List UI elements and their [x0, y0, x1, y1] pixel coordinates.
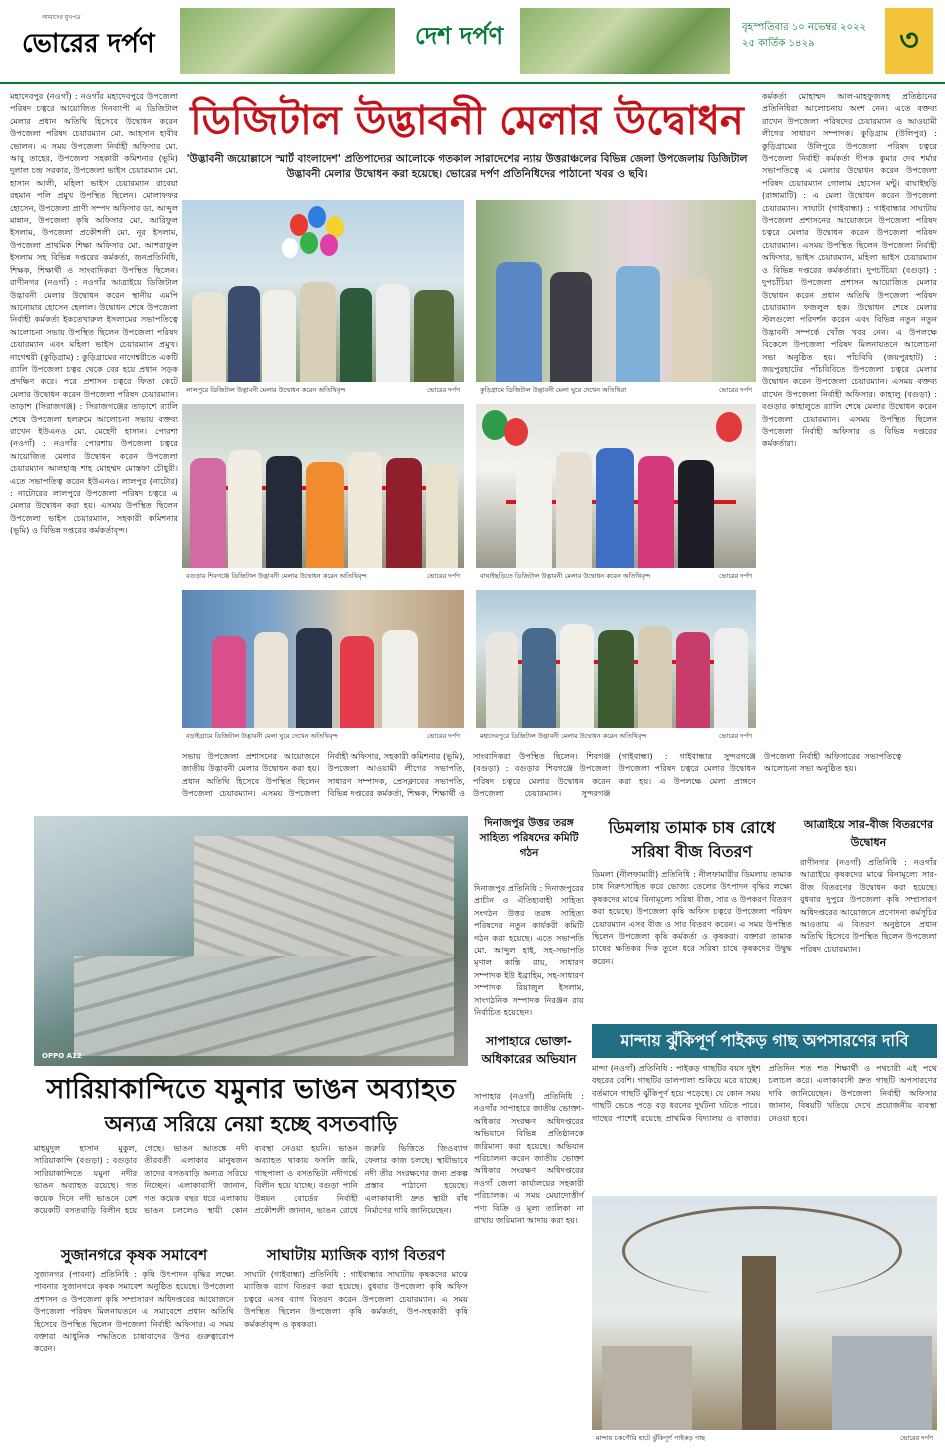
logo-tagline: আমাদের মুখপত্র [42, 14, 81, 21]
photo-caption: কুড়িগ্রামে ডিজিটাল উদ্ভাবনী মেলা ঘুরে দেখেন অতিথিরা ভোরের দর্পণ [476, 382, 756, 398]
shop-right [832, 1336, 932, 1430]
photo-caption: লালপুরে ডিজিটাল উদ্ভাবনী মেলার উদ্বোধন করেন অতিথিবৃন্দ ভোরের দর্পণ [182, 382, 464, 398]
sujanagar-headline[interactable]: সুজানগরে কৃষক সমাবেশ [60, 1246, 208, 1264]
tree-branches [622, 1206, 902, 1296]
lead-text-bottom: সভায় উপজেলা প্রশাসনের আয়োজনে জাতীয় উদ্ভাবনী মেলার উদ্বোধন করা হয়। প্রধান অতিথি হিসেবে উপস্থিত ছিলেন উপজেলা চেয়ারম্যান। এসময় উপজেলা নির্বাহী অফিসার, সহকারী কমিশনার (ভূমি), উপজেলা আওয়ামী লীগের সভাপতি, সাধারণ সম্পাদক, প্রেসক্লাবের সভাপতি, বিভিন্ন দপ্তরের কর্মকর্তা, শিক্ষক, শিক্ষার্থী ও সাংবাদিকরা উপস্থিত ছিলেন। শিবগঞ্জ (বগুড়া) : বগুড়ার শিবগঞ্জে উপজেলা পরিষদ চত্বরে মেলার উদ্বোধন করেন উপজেলা চেয়ারম্যান। সুন্দরগঞ্জ (গাইবান্ধা) : গাইবান্ধার সুন্দরগঞ্জে উপজেলা পরিষদ চত্বরে মেলার উদ্বোধন করা হয়। এ উপলক্ষে মেলা প্রাঙ্গণে উপজেলা নির্বাহী অফিসারের সভাপতিত্বে আলোচনা সভা অনুষ্ঠিত হয়। [182, 751, 902, 799]
river-subhead: অন্যত্র সরিয়ে নেয়া হচ্ছে বসতবাড়ি [104, 1112, 398, 1136]
lead-text-right-column: কর্মকর্তা মোহাম্মদ আল-মাহফুজসহ প্রতিষ্ঠানের প্রতিনিধিরা আলোচনায় অংশ নেন। এতে বক্তব্য রাখেন উপজেলা পরিষদের চেয়ারম্যান ও আওয়ামী লীগের সাধারণ সম্পাদক। কুড়িগ্রাম (উলিপুর) : কুড়িগ্রামের উলিপুরে উপজেলা পরিষদ চত্বরে উপজেলা নির্বাহী কর্মকর্তা দীপক কুমার দেব শর্মার সভাপতিত্বে এ মেলার উদ্বোধন করেন উপজেলা পরিষদ চেয়ারম্যান গোলাম হোসেন মন্টু। বাঘাইছড়ি (রাঙ্গামাটি) : এ মেলা উদ্বোধন করেন উপজেলা চেয়ারম্যান। সাঘাটা (গাইবান্ধা) : গাইবান্ধার সাঘাটায় উপজেলা প্রশাসনের আয়োজনে উপজেলা পরিষদ চত্বরে মেলার উদ্বোধন করেন উপজেলা পরিষদ চেয়ারম্যান। এসময় উপস্থিত ছিলেন উপজেলা নির্বাহী অফিসার, ভাইস চেয়ারম্যান, মহিলা ভাইস চেয়ারম্যান ও বিভিন্ন দপ্তরের কর্মকর্তারা। দুপচাঁচিয়া (বগুড়া) : দুপচাঁচিয়া উপজেলা প্রশাসন আয়োজিত মেলার উদ্বোধন করেন প্রধান অতিথি উপজেলা পরিষদ চেয়ারম্যান ফজলুল হক। উদ্বোধন শেষে মেলার স্টলগুলো পরিদর্শন করেন এবং বিভিন্ন নতুন নতুন উদ্ভাবনী সম্পর্কে খোঁজ খবর নেন। এ উপলক্ষে বিকেলে উপজেলা পরিষদ মিলনায়তনে আলোচনা সভা অনুষ্ঠিত হয়। পাঁচবিবি (জয়পুরহাট) : জয়পুরহাটের পাঁচবিবিতে উপজেলা চত্বরে মেলার উদ্বোধন করেন উপজেলা চেয়ারম্যান। এসময় বক্তব্য রাখেন উপজেলা নির্বাহী অফিসার। কাহালু (বগুড়া) : বগুড়ার কাহালুতে র‍্যালি শেষে মেলার উদ্বোধন করেন উপজেলা চেয়ারম্যান। এসময় উপস্থিত ছিলেন উপজেলা নির্বাহী অফিসার ও বিভিন্ন দপ্তরের কর্মকর্তারা। [762, 91, 937, 449]
sapahar-headline[interactable]: সাপাহারে ভোক্তা-অধিকারের অভিযান [481, 1034, 577, 1066]
photo-caption: বড়াইগ্রামে ডিজিটাল উদ্ভাবনী মেলা ঘুরে দেখেন অতিথিবৃন্দ ভোরের দর্পণ [182, 728, 464, 744]
date-line-1: বৃহস্পতিবার ১০ নভেম্বর ২০২২ [742, 22, 866, 33]
photo-shibganj[interactable] [182, 404, 464, 584]
camera-watermark: OPPO A12 [42, 1052, 82, 1060]
page-number: ৩ [885, 8, 933, 74]
saghata-text: সাঘাটা (গাইবান্ধা) প্রতিনিধি : গাইবান্ধার সাঘাটায় কৃষকদের মাঝে ম্যাজিক ব্যাগ বিতরণ করা হয়েছে। বুধবার উপজেলা কৃষি অফিস চত্বরে এসব ব্যাগ বিতরণ করেন উপজেলা চেয়ারম্যান। এ সময় উপস্থিত ছিলেন উপজেলা কৃষি কর্মকর্তা, উপ-সহকারী কৃষি কর্মকর্তাবৃন্দ ও কৃষকরা। [244, 1269, 468, 1329]
shop-left [602, 1346, 692, 1430]
lead-headline[interactable]: ডিজিটাল উদ্ভাবনী মেলার উদ্বোধন [190, 98, 744, 144]
river-erosion-photo[interactable] [34, 816, 468, 1066]
photo-kurigram[interactable] [476, 200, 756, 398]
atrai-headline[interactable]: আত্রাইয়ে সার-বীজ বিতরণের উদ্বোধন [803, 818, 934, 849]
photo-baghaichhari[interactable] [476, 404, 756, 584]
sujanagar-text: সুজানগর (পাবনা) প্রতিনিধি : কৃষি উৎপাদন বৃদ্ধির লক্ষ্যে পাবনার সুজানগরে কৃষক সমাবেশ অনুষ্ঠিত হয়েছে। উপজেলা প্রশাসন ও উপজেলা কৃষি সম্প্রসারণ অধিদপ্তরের আয়োজনে উপজেলা পরিষদ মিলনায়তনে এ সমাবেশে প্রধান অতিথি হিসেবে উপস্থিত ছিলেন উপজেলা নির্বাহী অফিসার। এ সময় বক্তারা আধুনিক পদ্ধতিতে চাষাবাদের উপর গুরুত্বারোপ করেন। [34, 1269, 234, 1354]
header-photo-strip-right [520, 8, 730, 74]
dimla-text: ডিমলা (নীলফামারী) প্রতিনিধি : নীলফামারীর ডিমলায় তামাক চাষ নিরুৎসাহিত করে ভোজ্য তেলের উৎপাদন বৃদ্ধির লক্ষ্যে কৃষকদের মাঝে বিনামূল্যে সরিষা বীজ, সার ও উপকরণ বিতরণ করা হয়েছে। উপজেলা কৃষি অফিস চত্বরে উপজেলা পরিষদ চেয়ারম্যান এসব বীজ ও সার বিতরণ করেন। এ সময় উপস্থিত ছিলেন উপজেলা কৃষি কর্মকর্তা ও কৃষকরা। বক্তারা তামাক চাষের ক্ষতিকর দিক তুলে ধরে সরিষা চাষে কৃষকদের উদ্বুদ্ধ করেন। [592, 869, 792, 966]
lead-text-left-column: মহাদেবপুর (নওগাঁ) : নওগাঁর মহাদেবপুরে উপজেলা পরিষদ চত্বরে আয়োজিত দিনব্যাপী এ ডিজিটাল মেলার প্রধান অতিথি হিসেবে উদ্বোধন করেন উপজেলা পরিষদ চেয়ারম্যান মো. আহসান হাবীব ভোলন। এ সময় উপজেলা নির্বাহী অফিসার মো. আবু তাহের, উপজেলা সহকারী কমিশনার (ভূমি) দুলাল চন্দ্র সরকার, উপজেলা ভাইস চেয়ারম্যান মো. হাসান আলী, মহিলা ভাইস চেয়ারম্যান রাবেয়া রহমান পলি প্রমুখ উপস্থিত ছিলেন। মোলাফফর হোসেন, উপজেলা প্রাণী সম্পদ অফিসার ডা. আব্দুল মান্নান, উপজেলা কৃষি অফিসার মো. আরিফুল ইসলাম, উপজেলা প্রকৌশলী মো. নূর ইসলাম, উপজেলা প্রাথমিক শিক্ষা অফিসার মো. আশরাফুল ইসলাম সহ বিভিন্ন দপ্তরের কর্মকর্তা, জনপ্রতিনিধি, শিক্ষক, শিক্ষার্থী ও সাংবাদিকরা উপস্থিত ছিলেন। রাণীনগর (নওগাঁ) : নওগাঁর আত্রাইয়ে ডিজিটাল উদ্ভাবনী মেলার উদ্বোধন করেন স্থানীয় এমপি আনোয়ার হোসেন হেলাল। উদ্বোধন শেষে উপজেলা নির্বাহী কর্মকর্তা ইকতেখারুল ইসলামের সভাপতিত্বে আলোচনা সভায় উপস্থিত ছিলেন উপজেলা পরিষদ চেয়ারম্যান এবং মহিলা ভাইস চেয়ারম্যান প্রমুখ। নাগেশ্বরী (কুড়িগ্রাম) : কুড়িগ্রামের নাগেশ্বরীতে একটি র‍্যালি উপজেলা চত্বর থেকে বের হয়ে প্রধান সড়ক প্রদক্ষিণ করে। পরে প্রশাসন চত্বরে ফিতা কেটে মেলার উদ্বোধন করেন উপজেলা পরিষদ চেয়ারম্যান। তাড়াশ (সিরাজগঞ্জ) : সিরাজগঞ্জের তাড়াশে র‍্যালি শেষে উপজেলা হলরুমে আলোচনা সভায় বক্তব্য রাখেন ইউএনও মো. মেহেদী হাসান। পোরশা (নওগাঁ) : নওগাঁর পোরশায় উপজেলা চত্বরে আয়োজিত মেলার উদ্বোধন করেন উপজেলা চেয়ারম্যান আলহাজ্ব শাহ মোহম্মদ মোস্তফা চৌধুরী। এতে সভাপতিত্ব করেন ইউএনও। লালপুর (নাটোর) : নাটোরের লালপুরে উপজেলা পরিষদ চত্বরে এ মেলার উদ্বোধন করা হয়। এসময় উপস্থিত ছিলেন উপজেলা ভাইস চেয়ারম্যান, সহকারী কমিশনার (ভূমি) ও বিভিন্ন দপ্তরের কর্মকর্তাবৃন্দ। [10, 91, 178, 536]
river-headline[interactable]: সারিয়াকান্দিতে যমুনার ভাঙন অব্যাহত [46, 1074, 456, 1105]
manda-text: মান্দা (নওগাঁ) প্রতিনিধি : পাইকড় গাছটির বয়স দুইশ বছরের বেশি। গাছটির ডালপালা শুকিয়ে মরে যাচ্ছে। বর্তমানে গাছটি ঝুঁকিপূর্ণ হয়ে পড়েছে। যে কোন সময় গাছটি ভেঙে পড়ে বড় ধরনের দুর্ঘটনা ঘটতে পারে। গাছের পাশেই রয়েছে প্রাথমিক বিদ্যালয় ও বাজার। প্রতিদিন শত শত শিক্ষার্থী ও পথচারী এই পথে চলাচল করে। এলাকাবাসী দ্রুত গাছটি অপসারণের দাবি জানিয়েছেন। উপজেলা নির্বাহী অফিসার জানান, বিষয়টি খতিয়ে দেখে প্রয়োজনীয় ব্যবস্থা নেওয়া হবে। [592, 1063, 937, 1123]
dinajpur-text: দিনাজপুর প্রতিনিধি : দিনাজপুরের প্রাচীন ও ঐতিহ্যবাহী সাহিত্য সংগঠন উত্তর তরঙ্গ সাহিত্য পরিষদের নতুন কার্যকরী কমিটি গঠন করা হয়েছে। এতে সভাপতি মো. আব্দুল হাই, সহ-সভাপতি মৃণাল কান্তি রায়, সাধারণ সম্পাদক ইউ ইব্রাহিম, সহ-সাধারণ সম্পাদক রিয়াজুল ইসলাম, সাংগঠনিক সম্পাদক নিরঞ্জন রায় নির্বাচিত হয়েছেন। [474, 883, 584, 1018]
river-text: মাহমুদুল হাসান মুকুল, সারিয়াকান্দি (বগুড়া) : বগুড়ার সারিয়াকান্দিতে যমুনা নদীর ভাঙন অব্যাহত রয়েছে। গত কয়েক দিনে নদী ভাঙনে বেশ কয়েকটি বসতবাড়ি বিলীন হয়ে গেছে। ভাঙন আতঙ্কে নদী তীরবর্তী এলাকার মানুষজন তাদের বসতবাড়ি অন্যত্র সরিয়ে নিচ্ছেন। এলাকাবাসী জানান, গত কয়েক বছর ধরে এলাকায় ভাঙন চললেও স্থায়ী কোন ব্যবস্থা নেওয়া হয়নি। ভাঙন অব্যাহত থাকায় ফসলি জমি, গাছপালা ও বসতভিটা নদীগর্ভে বিলীন হয়ে যাচ্ছে। বগুড়া পানি উন্নয়ন বোর্ডের নির্বাহী প্রকৌশলী জানান, ভাঙন রোধে জরুরি ভিত্তিতে জিওব্যাগ ফেলার কাজ চলছে। স্থায়ীভাবে নদী তীর সংরক্ষণের জন্য প্রকল্প প্রস্তাব পাঠানো হয়েছে। এলাকাবাসী দ্রুত স্থায়ী বাঁধ নির্মাণের দাবি জানিয়েছেন। [34, 1143, 468, 1216]
photo-mahadebpur[interactable] [476, 590, 756, 744]
photo-baraigram[interactable] [182, 590, 464, 744]
logo-name: ভোরের দর্পণ [22, 29, 155, 59]
photo-caption: মান্দায় চকগৌরি হাটে ঝুঁকিপূর্ণ পাইকড় গাছ ভোরের দর্পণ [592, 1430, 937, 1446]
sapahar-text: সাপাহার (নওগাঁ) প্রতিনিধি : নওগাঁর সাপাহারে জাতীয় ভোক্তা-অধিকার সংরক্ষণ অধিদপ্তরের অভিযানে বিভিন্ন প্রতিষ্ঠানকে জরিমানা করা হয়েছে। অভিযান পরিচালনা করেন জাতীয় ভোক্তা অধিকার সংরক্ষণ অধিদপ্তরের নওগাঁ জেলা কার্যালয়ের সহকারী পরিচালক। এ সময় মেয়াদোত্তীর্ণ পণ্য বিক্রি ও মূল্য তালিকা না রাখায় জরিমানা আদায় করা হয়। [474, 1091, 584, 1226]
manda-headline[interactable]: মান্দায় ঝুঁকিপূর্ণ পাইকড় গাছ অপসারণের দাবি [592, 1024, 937, 1058]
issue-date [742, 20, 882, 52]
dinajpur-headline[interactable]: দিনাজপুর উত্তর তরঙ্গ সাহিত্য পরিষদের কমিটি গঠন [479, 817, 579, 859]
photo-caption: মহাদেবপুরে ডিজিটাল উদ্ভাবনী মেলার উদ্বোধন করেন অতিথিবৃন্দ ভোরের দর্পণ [476, 728, 756, 744]
dimla-headline[interactable]: ডিমলায় তামাক চাষ রোধে সরিষা বীজ বিতরণ [608, 818, 776, 861]
atrai-text: রাণীনগর (নওগাঁ) প্রতিনিধি : নওগাঁর আত্রাইয়ে কৃষকদের মাঝে বিনামূল্যে সার-বীজ বিতরণের উদ্বোধন করা হয়েছে। বুধবার দুপুরে উপজেলা কৃষি সম্প্রসারণ অধিদপ্তরের আয়োজনে প্রণোদনা কর্মসূচির আওতায় এ বিতরণ অনুষ্ঠানে প্রধান অতিথি হিসেবে উপস্থিত ছিলেন উপজেলা পরিষদ চেয়ারম্যান। [800, 857, 937, 954]
concrete-blocks [74, 956, 454, 1056]
sandbag-embankment [194, 836, 454, 956]
manda-tree-photo[interactable] [592, 1196, 937, 1446]
saghata-headline[interactable]: সাঘাটায় ম্যাজিক ব্যাগ বিতরণ [266, 1246, 446, 1264]
newspaper-logo[interactable] [22, 12, 172, 72]
photo-caption: বাঘাইছড়িতে ডিজিটাল উদ্ভাবনী মেলার উদ্বোধন করেন অতিথিবৃন্দ ভোরের দর্পণ [476, 568, 756, 584]
header-photo-strip-left [180, 8, 395, 74]
photo-lalpur[interactable] [182, 200, 464, 398]
masthead [0, 0, 945, 84]
photo-caption: বগুড়ার শিবগঞ্জে ডিজিটাল উদ্ভাবনী মেলার উদ্বোধন করেন অতিথিবৃন্দ ভোরের দর্পণ [182, 568, 464, 584]
lead-intro: 'উদ্ভাবনী জয়োল্লাসে স্মার্ট বাংলাদেশ' প্রতিপাদ্যের আলোকে গতকাল সারাদেশের ন্যায় উত্তরাঞ্চলের বিভিন্ন জেলা উপজেলায় ডিজিটাল উদ্ভাবনী মেলার উদ্বোধন করা হয়েছে। ভোরের দর্পণ প্রতিনিধিদের পাঠানো খবর ও ছবি। [186, 153, 748, 180]
date-line-2: ২৫ কার্তিক ১৪২৯ [742, 38, 815, 49]
section-title: দেশ দর্পণ [414, 22, 504, 50]
